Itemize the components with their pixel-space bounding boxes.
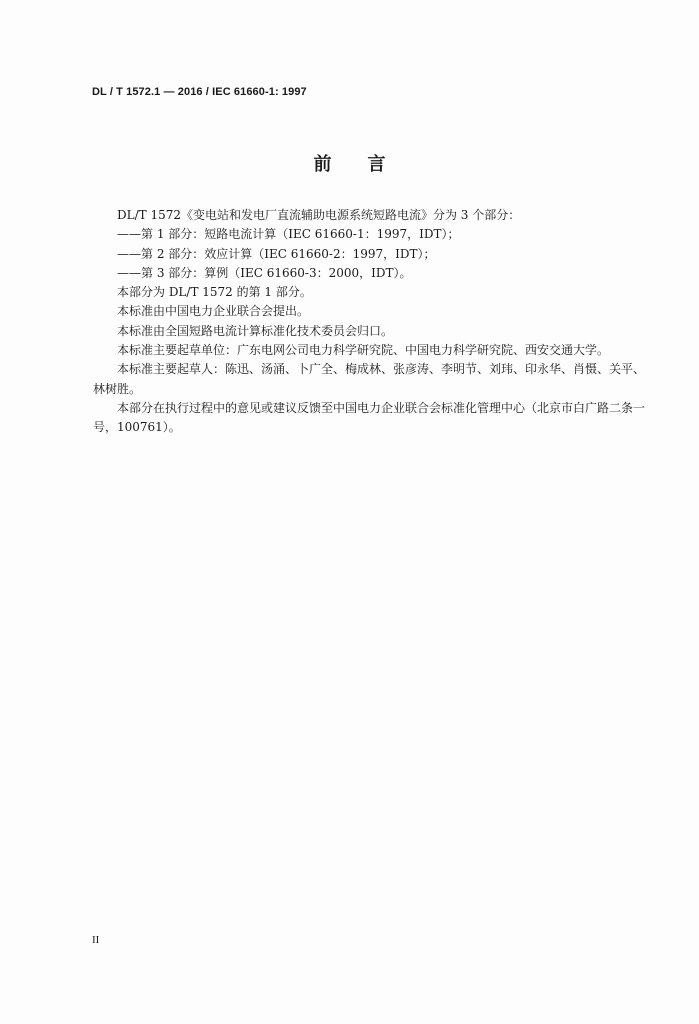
paragraph-parts-intro: DL/T 1572《变电站和发电厂直流辅助电源系统短路电流》分为 3 个部分： <box>117 208 521 222</box>
paragraph-centralized-by: 本标准由全国短路电流计算标准化技术委员会归口。 <box>117 323 394 338</box>
paragraph-drafting-units: 本标准主要起草单位：广东电网公司电力科学研究院、中国电力科学研究院、西安交通大学。 <box>117 343 610 358</box>
list-item-part-1: ——第 1 部分：短路电流计算（IEC 61660-1：1997，IDT）； <box>117 227 460 242</box>
paragraph-drafters: 本标准主要起草人：陈迅、汤涌、卜广全、梅成林、张彦涛、李明节、刘玮、印永华、肖慑、关平、林树胜。 <box>93 362 646 396</box>
foreword-body <box>93 206 653 438</box>
foreword-title: 前言 <box>313 154 422 175</box>
list-item-part-3: ——第 3 部分：算例（IEC 61660-3：2000，IDT）。 <box>117 265 412 280</box>
paragraph-feedback: 本部分在执行过程中的意见或建议反馈至中国电力企业联合会标准化管理中心（北京市白广路二条一号，100761）。 <box>93 400 646 435</box>
paragraph-proposed-by: 本标准由中国电力企业联合会提出。 <box>117 304 310 319</box>
list-item-part-2: ——第 2 部分：效应计算（IEC 61660-2：1997，IDT）； <box>117 246 436 261</box>
standard-number-header: DL / T 1572.1 — 2016 / IEC 61660-1: 1997 <box>92 86 307 98</box>
paragraph-this-part: 本部分为 DL/T 1572 的第 1 部分。 <box>117 285 312 300</box>
page-number: II <box>92 934 100 946</box>
